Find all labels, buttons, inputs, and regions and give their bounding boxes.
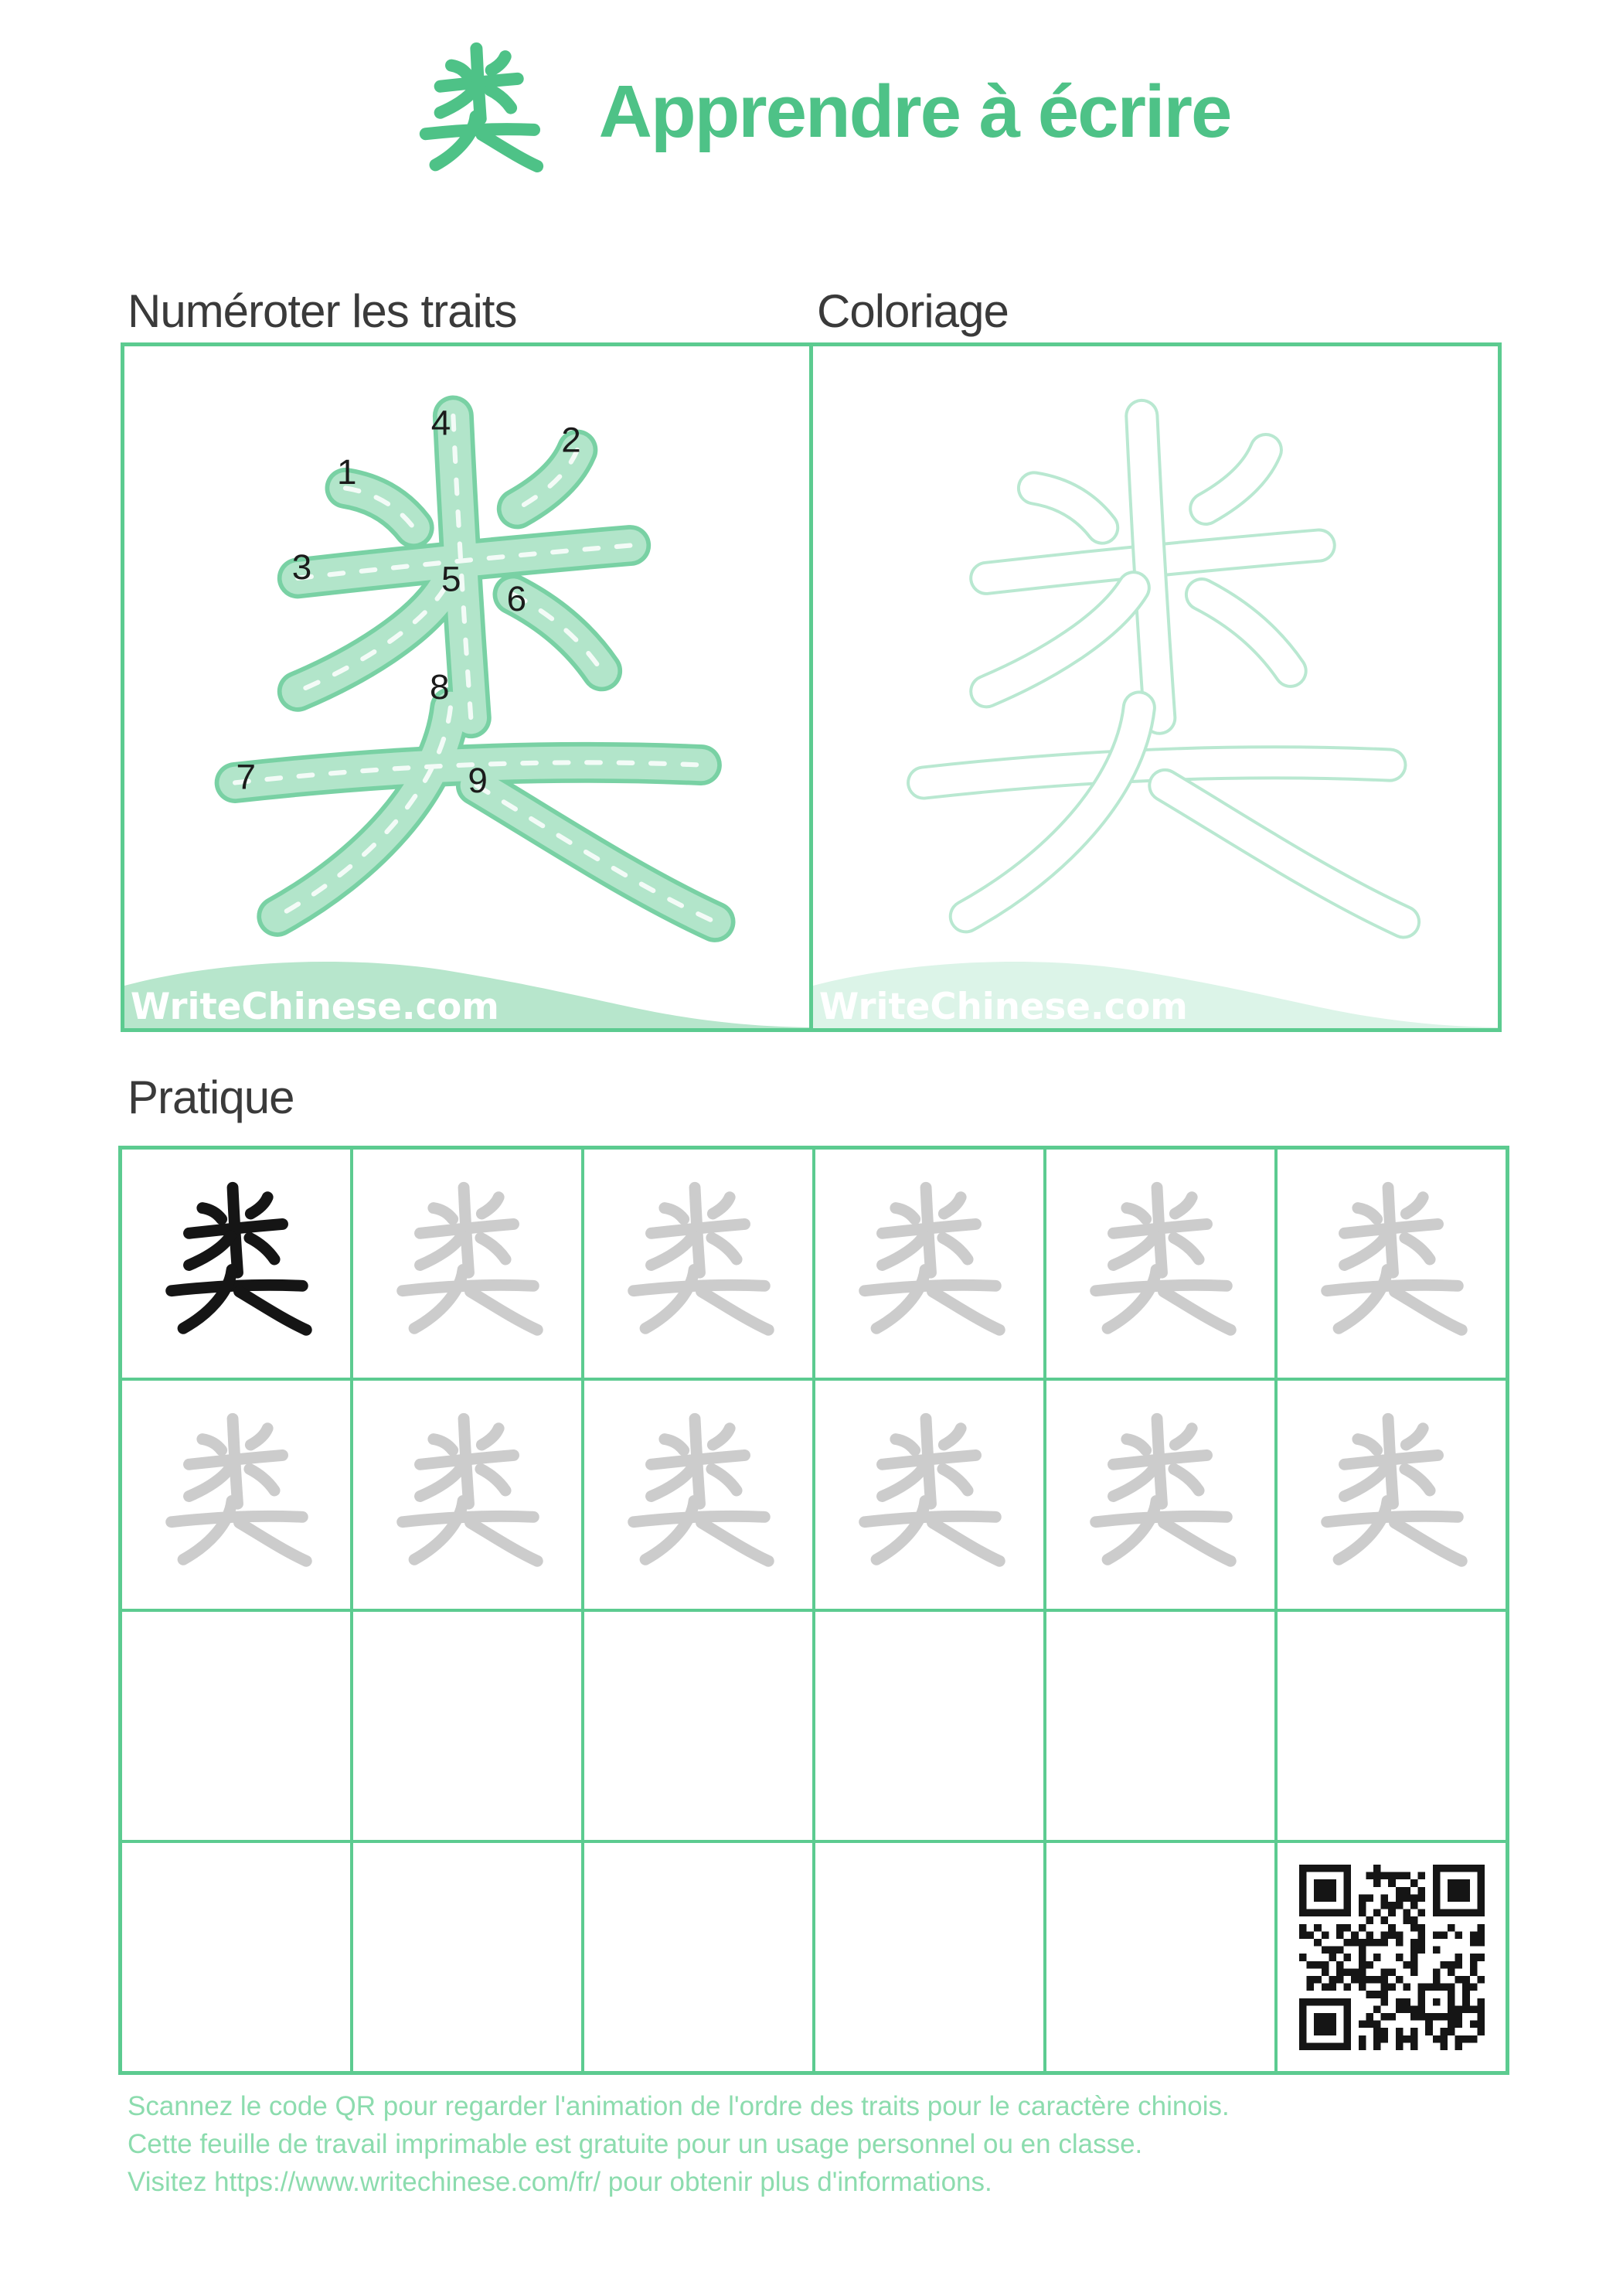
character-boxes — [121, 342, 1502, 1032]
page-title: Apprendre à écrire — [598, 70, 1231, 153]
stroke-order-diagram — [124, 346, 809, 1028]
trace-character — [603, 1399, 794, 1591]
practice-cell-trace — [583, 1148, 814, 1379]
practice-grid — [118, 1146, 1509, 2075]
footer-line: Scannez le code QR pour regarder l'animation de l'ordre des traits pour le caractère chinois. — [128, 2091, 1230, 2121]
practice-cell-empty — [814, 1841, 1045, 2073]
watermark-text: WriteChinese.com — [818, 986, 1188, 1028]
trace-character — [1296, 1399, 1488, 1591]
practice-cell-qr — [1276, 1841, 1507, 2073]
stroke-number-5: 5 — [441, 558, 461, 599]
header-character-glyph — [393, 32, 567, 191]
practice-cell-trace — [583, 1379, 814, 1610]
practice-cell-trace — [814, 1148, 1045, 1379]
trace-character — [1065, 1168, 1257, 1360]
practice-cell-example — [121, 1148, 352, 1379]
practice-cell-empty — [583, 1841, 814, 2073]
trace-character — [372, 1399, 563, 1591]
example-character — [141, 1168, 332, 1360]
stroke-number-6: 6 — [506, 578, 527, 619]
coloring-title: Coloriage — [817, 285, 1009, 337]
trace-character — [834, 1168, 1026, 1360]
coloring-outline-diagram — [813, 346, 1498, 1028]
practice-cell-empty — [352, 1610, 583, 1841]
qr-code — [1299, 1865, 1485, 2050]
stroke-number-8: 8 — [429, 666, 450, 707]
practice-cell-trace — [352, 1379, 583, 1610]
trace-character — [603, 1168, 794, 1360]
practice-title: Pratique — [128, 1071, 294, 1123]
footer-note — [128, 2087, 1230, 2201]
trace-character — [1065, 1399, 1257, 1591]
header — [0, 32, 1623, 191]
practice-cell-empty — [1276, 1610, 1507, 1841]
stroke-number-1: 1 — [337, 451, 357, 492]
stroke-number-4: 4 — [430, 402, 451, 443]
practice-cell-trace — [352, 1148, 583, 1379]
practice-cell-empty — [814, 1610, 1045, 1841]
footer-line: Cette feuille de travail imprimable est gratuite pour un usage personnel ou en classe. — [128, 2129, 1143, 2159]
practice-cell-trace — [1276, 1148, 1507, 1379]
stroke-number-7: 7 — [236, 756, 256, 797]
practice-cell-empty — [1045, 1610, 1276, 1841]
trace-character — [141, 1399, 332, 1591]
trace-character — [1296, 1168, 1488, 1360]
stroke-numbering-title: Numéroter les traits — [128, 285, 517, 337]
coloring-box — [809, 342, 1502, 1032]
stroke-number-9: 9 — [468, 759, 488, 800]
watermark-text: WriteChinese.com — [130, 986, 499, 1028]
stroke-number-2: 2 — [561, 419, 581, 460]
practice-cell-empty — [121, 1841, 352, 2073]
practice-cell-trace — [1045, 1148, 1276, 1379]
practice-cell-trace — [1045, 1379, 1276, 1610]
practice-cell-trace — [814, 1379, 1045, 1610]
footer-line: Visitez https://www.writechinese.com/fr/ pour obtenir plus d'informations. — [128, 2167, 992, 2197]
practice-cell-empty — [583, 1610, 814, 1841]
watermark-swoosh — [124, 953, 809, 1028]
trace-character — [372, 1168, 563, 1360]
practice-cell-trace — [1276, 1379, 1507, 1610]
practice-cell-empty — [121, 1610, 352, 1841]
stroke-order-box — [121, 342, 813, 1032]
practice-cell-trace — [121, 1379, 352, 1610]
practice-cell-empty — [352, 1841, 583, 2073]
trace-character — [834, 1399, 1026, 1591]
practice-cell-empty — [1045, 1841, 1276, 2073]
watermark-swoosh — [813, 953, 1498, 1028]
stroke-number-3: 3 — [291, 546, 312, 587]
